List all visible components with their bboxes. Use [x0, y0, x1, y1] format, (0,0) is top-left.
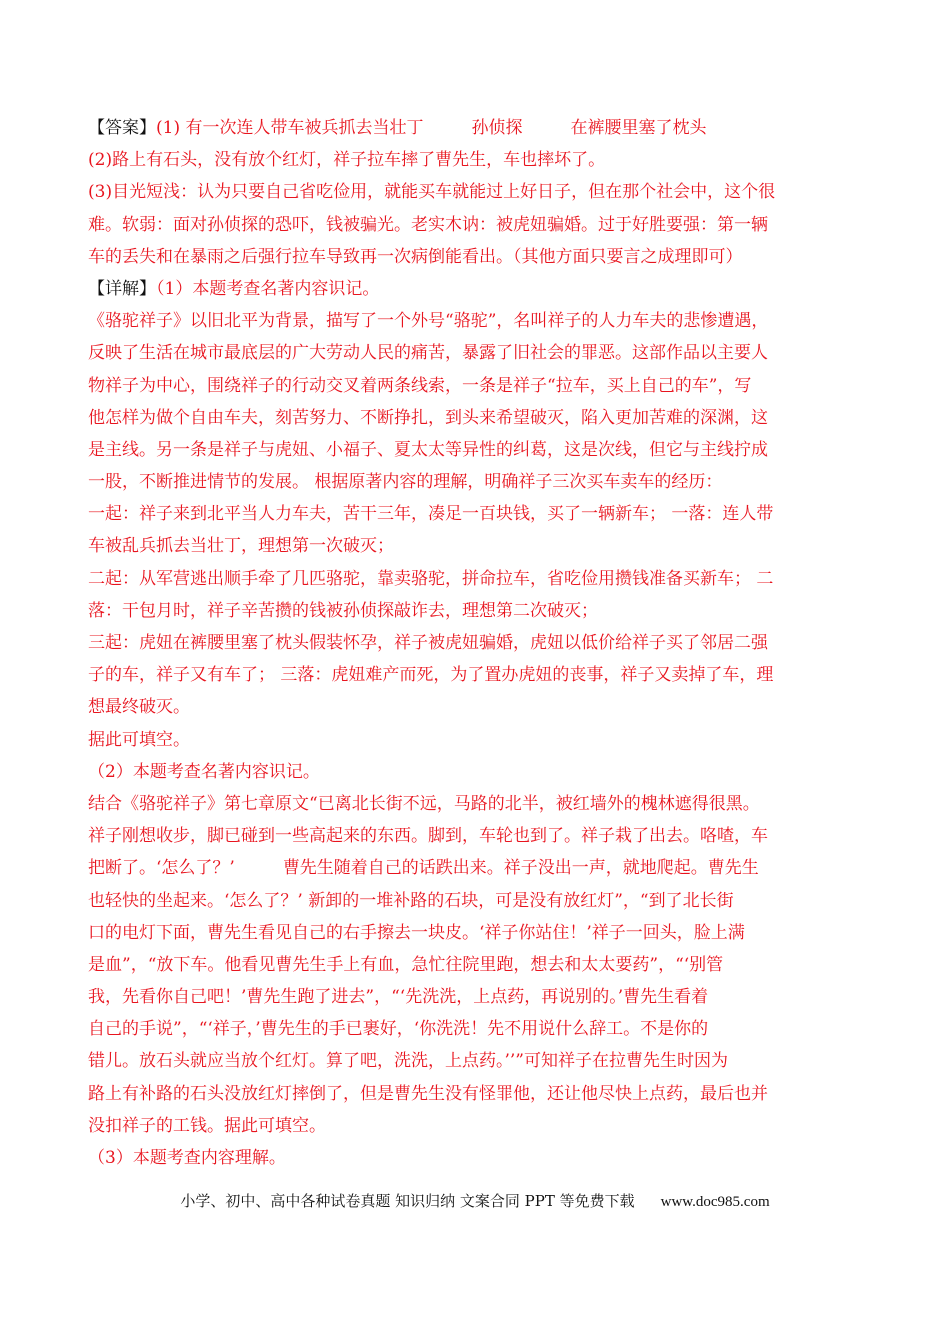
detail-p2-line: 没扣祥子的工钱。据此可填空。 — [88, 1115, 326, 1136]
answer-line-4: 难。软弱：面对孙侦探的恐吓，钱被骗光。老实木讷：被虎妞骗婚。过于好胜要强：第一辆 — [88, 214, 768, 235]
detail-p1-line: 三起：虎妞在裤腰里塞了枕头假装怀孕，祥子被虎妞骗婚，虎妞以低价给祥子买了邻居二强 — [88, 633, 768, 653]
detail-p1-line: 一股，不断推进情节的发展。 根据原著内容的理解，明确祥子三次买车卖车的经历： — [88, 472, 723, 493]
q2-title: （2）本题考查名著内容识记。 — [88, 761, 320, 782]
answer-line-3: (3)目光短浅：认为只要自己省吃俭用，就能买车就能过上好日子，但在那个社会中，这个很 — [88, 182, 776, 203]
detail-p1-line: 二起：从军营逃出顺手牵了几匹骆驼，靠卖骆驼，拼命拉车，省吃俭用攒钱准备买新车； 二 — [88, 568, 774, 589]
detail-p1-line: 落：干包月时，祥子辛苦攒的钱被孙侦探敲诈去，理想第二次破灭； — [88, 600, 598, 621]
detail-p1-line: 《骆驼祥子》以旧北平为背景，描写了一个外号“骆驼”，名叫祥子的人力车夫的悲惨遭遇， — [88, 311, 769, 332]
answer-1-a: 有一次连人带车被兵抓去当壮丁 — [185, 118, 424, 138]
answer-1-c: 在裤腰里塞了枕头 — [570, 118, 707, 138]
p2-line3-b: 曹先生随着自己的话跌出来。祥子没出一声，就地爬起。曹先生 — [282, 858, 759, 879]
detail-p2-line: 我，先看你自己吧！’曹先生跑了进去”，“‘先洗洗，上点药，再说别的。’曹先生看着 — [88, 987, 709, 1008]
answer-1-b: 孙侦探 — [471, 118, 523, 138]
detail-heading — [88, 273, 868, 305]
footer-text: 小学、初中、高中各种试卷真题 知识归纳 文案合同 PPT 等免费下载 — [180, 1192, 635, 1210]
detail-p2-line — [88, 852, 868, 884]
detail-p1-line: 想最终破灭。 — [88, 697, 190, 718]
footer-url[interactable]: www.doc985.com — [660, 1194, 770, 1210]
detail-p1-line: 一起：祥子来到北平当人力车夫，苦干三年，凑足一百块钱，买了一辆新车； 一落：连人带 — [88, 504, 774, 525]
document-body — [88, 112, 868, 1174]
detail-p2-line: 路上有补路的石头没放红灯摔倒了，但是曹先生没有怪罪他，还让他尽快上点药，最后也并 — [88, 1083, 768, 1104]
detail-p1-line: 物祥子为中心，围绕祥子的行动交叉着两条线索，一条是祥子“拉车，买上自己的车”，写 — [88, 375, 752, 396]
detail-p2-line: 口的电灯下面，曹先生看见自己的右手擦去一块皮。‘祥子你站住！’祥子一回头，脸上满 — [88, 922, 745, 943]
answer-line-1 — [88, 112, 868, 144]
q1-title: （1）本题考查名著内容识记。 — [156, 278, 380, 299]
detail-p1-line: 是主线。另一条是祥子与虎妞、小福子、夏太太等异性的纠葛，这是次线，但它与主线拧成 — [88, 439, 768, 460]
detail-p1-line: 据此可填空。 — [88, 729, 190, 750]
detail-p2-line: 是血”，“放下车。他看见曹先生手上有血，急忙往院里跑，想去和太太要药”，“‘别管 — [88, 954, 724, 975]
answer-label: 【答案】 — [88, 118, 156, 138]
answer-1-num: (1) — [156, 118, 186, 138]
detail-p2-line: 错儿。放石头就应当放个红灯。算了吧，洗洗，上点药。’’”可知祥子在拉曹先生时因为 — [88, 1051, 728, 1072]
detail-p2-line: 自己的手说”，“‘祥子，’曹先生的手已裹好，‘你洗洗！先不用说什么辞工。不是你的 — [88, 1019, 709, 1040]
answer-line-2: (2)路上有石头，没有放个红灯，祥子拉车摔了曹先生，车也摔坏了。 — [88, 150, 606, 171]
detail-p1-line: 车被乱兵抓去当壮丁，理想第一次破灭； — [88, 536, 394, 557]
detail-p2-line: 也轻快的坐起来。‘怎么了？’ 新卸的一堆补路的石块，可是没有放红灯”，“到了北长街 — [88, 890, 734, 911]
detail-p2-line: 结合《骆驼祥子》第七章原文“已离北长街不远，马路的北半，被红墙外的槐林遮得很黑。 — [88, 793, 760, 814]
p2-line3-a: 把断了。‘怎么了？’ — [88, 858, 235, 879]
detail-p1-line: 他怎样为做个自由车夫，刻苦努力、不断挣扎，到头来希望破灭，陷入更加苦难的深渊，这 — [88, 407, 768, 428]
detail-p1-line: 子的车，祥子又有车了； 三落：虎妞难产而死，为了置办虎妞的丧事，祥子又卖掉了车，理 — [88, 665, 774, 686]
detail-p1-line: 反映了生活在城市最底层的广大劳动人民的痛苦，暴露了旧社会的罪恶。这部作品以主要人 — [88, 343, 768, 364]
detail-label: 【详解】 — [88, 278, 156, 299]
page-footer — [0, 1190, 950, 1211]
q3-title: （3）本题考查内容理解。 — [88, 1148, 286, 1168]
detail-p2-line: 祥子刚想收步，脚已碰到一些高起来的东西。脚到，车轮也到了。祥子栽了出去。咯喳，车 — [88, 826, 768, 847]
answer-line-5: 车的丢失和在暴雨之后强行拉车导致再一次病倒能看出。（其他方面只要言之成理即可） — [88, 246, 743, 267]
